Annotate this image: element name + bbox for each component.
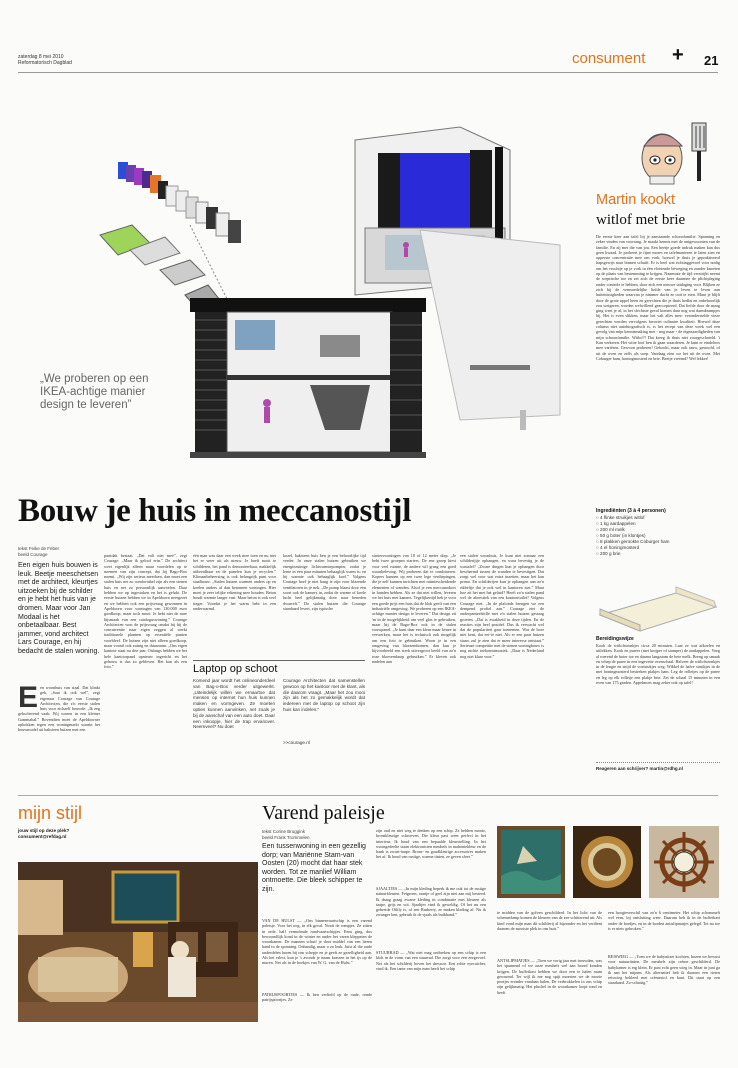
pull-quote: „We proberen op een IKEA-achtige manier design te leveren” [40,373,149,411]
mijn-stijl-title: mijn stijl [18,803,83,823]
plus-icon: + [672,44,684,66]
ingredient-item: ○ 4 el honingmosterd [596,545,640,550]
varend-col-3b: ANTSLIPMATJES — „Toen we vorig jaar met trouwden, was het spannend of we onze meubels wel aan boord konden krijgen. De buffetkast hebben we door een te halen raam gewurmd. Ter wijl ik me nog spijt moesten we de mooie pootjes eronder vandaan halen. De verbrokkelen in ons schip zijn gelijkmatig. Het pluchel in de woonkamer loopt rond en heeft [497,958,602,995]
varend-col-4: een hoogteverschil van zo'n 6 centimeter. Het schip schommelt wel eens, bij ontsluiting weer. Daarom heb ik in de buffetkast onder de bordjes, en in de borden antislipmatjes gelegd. Tot nu toe is er niets gebroken.” [608,910,720,931]
page-number: 21 [704,53,719,68]
martin-title: Martin kookt [596,192,675,208]
varend-col-1: VAN DE HULST — „Ons binnenvaartschip is een varend paleisje. Voor het oog, in elk geval. Nooit de rompjes. Ze zitten in orde, half vermolmde rondvaartschipjes. Eens ging, dus bewoondlijk kond in de winter en onder het varen kleppeten de woonkamer. De mannen schuif je door middel van een lieren hand in de sponning. Onhandig, maar o zo leuk. Juist al die oude onderdelen horen bij ons schepje en je geeft ze gezelligheid aan. Als het erlest, kun je 's avonds je naam krassen in het ijs op de muren. Net als in de boekjes van W. G. van de Hulst.” [262,918,372,966]
sidebar-right-text: Courage Architecten dat samenstellen gewoon op het kantoor met de klant, als die daarom vraagt. „Maar het zou mooi zijn als het zo gemakkelijk wordt dat iedereen met de laptop op schoot zijn huis kan indelen.” [283,678,365,712]
sidebar-link[interactable]: >>courage.nl [283,740,310,745]
main-col-1 [18,685,100,780]
varend-col-2b: SJAALTJES — „In mijn kleding beperk ik me ook tot de rustige natuurkleuren. Felgroen, oranje of geel zijn niet aan mij besteed. Ik draag graag zwarte kleding in combinatie met kleuren als taupe, grijs en wit. Sjaaltjes vind ik geweldig. Of het nu een gebreide Oilily is, of een Burberry, ze maken kleding af. Nu ik zwanger ben, gebruik ik de sjaals als buikband.” [376,886,486,918]
sea-painting-photo [497,826,565,898]
varend-col-4b: REISWIEG — „Toen we de babyuitzet kochten, kozen we bewust voor natuurtinten. De meubels zijn crème geschilderd. De babykamer is erg klein. Er past echt geen wieg in. Maar in juni ga ik aan het mijnen. Als alternatief heb ik daarom een rieten reiswieg bekleed met crèmestof en kant. Dit staat op een standaard. Zo-schattig.” [608,954,720,986]
mijn-stijl-contact [18,828,69,840]
prep-text: Kook de witlofstronkjes circa 20 minuten. Laat ze wat afkoelen en uitlekken. Kook en pureer (met knijper of stamper) de aardappelen. Voeg al roerend de boter toe en daarna langzaam de hete melk. Breng op smaak en schep de puree in een ingevette ovenschaal. Halveer de witlofstronkjes in de lengte en snijd de voetstukjes weg. Wikkel de halve struikjes in de met honingmosterd bestreken plakjes ham. Leg de rolletjes op de puree en leg op elk rolletje een plakje brie. Zet de schaal 15 minuten in een oven van 175 graden. Appelmoes mag zeker ook op tafel! [596,643,720,686]
varend-byline-photo: beeld Frank Trommelen [262,834,310,840]
varend-headline: Varend paleisje [262,802,385,824]
varend-col-2c: STUURRAD — „Wat niet mag ontbreken op een schip is een klok in de vorm van een stuurrad. Die zorgt voor een zeegevoel. Net als het schilderij boven het dressoir. Een echte eyecatcher, vind ik. Een tante van mijn man heeft het schip [376,950,486,971]
martin-dish: witlof met brie [596,212,686,228]
varend-col-3: te midden van de golven geschilderd. In het licht van de schemerlamp komen de kleuren van de zee schitterend uit. Als kind vond mijn man dit schilderij al bijzonder en het verdient daarom de mooiste plek in ons huis.” [497,910,602,931]
issue-date: zaterdag 8 mei 2010 [18,54,64,60]
ship-wheel-clock-photo [649,826,719,898]
varend-intro: Een tussenwoning in een gezellig dorp; van Mariënne Stam-van Oosten (20) mocht dat haar stek worden. Tot ze manlief William ontmoette. Die bleek schipper te zijn. [262,843,366,893]
interior-photo [18,862,258,1022]
sidebar-title: Laptop op schoot [193,663,278,675]
ingredient-item: ○ 4 flinke struikjes witlof [596,515,645,520]
byline-text: tekst Feike de Feber [18,546,60,551]
ingredient-item: ○ 200 g brie [596,551,621,556]
ingredients-block [596,508,720,557]
house-illustration [40,85,565,485]
varend-byline [262,829,310,840]
ingredient-item: ○ 200 ml melk [596,527,625,532]
ingredient-item: ○ 8 plakken gerookte Coburger ham [596,539,670,544]
main-byline [18,546,59,557]
spatula-icon [692,123,706,181]
main-col-6: een stalen woonhuis. Je kunt niet zomaar een schilderijtje ophangen, en waar bevestig je de wastafel? „Zware dingen kun je ophangen door beschermd tussen de wanden te bevestigen. Dat zorgt wel voor wat extra inzetten, maar het kan prima. En schilderijen kun je ophangen aan zo'n rikbeltje dat je ook wel in kantoren ziet.” Maar hoe zit het met het geluid? Heeft zo'n stalen pand wel de akoestiek van een kantoortoilet? Volgens Courage niet. „In de plafonds brengen we een dempend profiel aan.” Courage ziet de onderpanteelstille met z'n stalen huizen gestaag groeien. „Dat is zwakheid in deze tijden. En de reacties zijn heel positief. Dus ik verwacht wel dat de populariteit gaar toenemen. Wat de boer niet kent, dat eet-ie niet. Als er een paar huizen staan, zul je zien dat er meer interesse ontstaat.” Serieuze competitie met de stenen woningbouw is nog nichte toekomstmuziek. „Daar is Nederland nog niet klaar voor.” [460,553,544,659]
chef-illustration [620,118,720,190]
martin-footer: Reageren aan schrijver? martin@rdhg.nl [596,766,683,771]
section-title: consument [572,50,646,67]
main-col-1-text: en woonhuis van staal. Dat klinkt gek. „Saai ik ook wel”, zegt eigenaar Courage van Courage Architecten, die z'n eerste stalen huis voor zichzelf bouwde. „Ik zeg gekscherend vaak: Wij wonen in een kleiner Gammahal.” Bovendien moet de Apeldoorner ophokken tegen een woningmarkt waarin het bouwmodel uit baksteen buizen met een [18,685,100,733]
bottom-section-rule [18,795,718,796]
prep-title: Bereidingswijze [596,636,634,642]
main-col-5: starterswoningen van 10 of 12 meter diep. „Je hebt twee groepen starters. De ene groep kiest voor veel ruimte, de andere wil graag een goed woonbeleving. Wij proberen dat te combineren. Kopers kunnen op een twee lege verdiepingen, die je zelf kunnen inrichten met ruimtescheidende elementen of wanden. Alsof je een meccanodoos in handen hebben. Als ze dat niet willen, leveren we het huis met kamers. Tegelijkertijd heb je voor een goede prijs een huis dat de klok geeft van een industriële omgeving. We proberen op een IKEA-achtige manier design te leveren.” Dat design zit 'm in de mogelijkheid om veel glas te gebruiken, maar bij de Bago-Box ook in de stalen vouwpanel. „Je kunt daar een kleur maar keuze in verwerken, maar het is technisch ook mogelijk om een foto te gebruiken. Woon je in een omgeving van bloesembomen, dan kun je bijvoorbeeld een sterk uitvergroot beeld van zo'n roze bloesemknop gebruiken.” Er kleven ook nadelen aan [372,553,456,664]
martin-body: De eerste keer aan tafel bij je aanstaande schoonfamilie. Spanning en zeker vinden van voorrang. Je maakt kennis met de ontgewoonten van de familie. En zij met die van jou. Een beetje goede indruk maken kan dus geen kwaad. Je probeert je fijne mores en tafelmanieren te laten zien en opperste concentratie mee om vork, hoewel je thuis je gepraktiseerd hapsgewijs naar binnen schuift. Er is heel wat richtinggevoel voor nodig om het vruchtje op je vork in één vloeiende beweging en zonder knoeien op de plaats van bestemming te krijgen. Naarmate de tijd verstrijkt neemt de sceptische toe en zet zich de eerste keer daarmee de plichtpleging onder controle te hebben, door zich een nieuwe uitdaging voor. Blijken ze zich bij de vermoedelijke liefde van je leven te leven aan buitenissigheden waarvan je nimmer dacht ze ooit te eten. Maar je blijft door de grote appel heen en gerechten die je thuis bedlat en onbehoorlijk zou weigeren, worden welwillend geaccepteerd. Dat liefde door de maag ging weet je al, in het slechtste geval komen daar nog wat darmkrampjes bij. Het is even slikken, maar het valt alles mee: veronderstelde vieze gerechten worden vervolgens favoriet culinaire kwaliteit. Hoewel deze column niet autobiografisch is, is het recept van deze week wel een gevolg van mijn kennismaking met - nog maar - de eigenaardigheden van mijn schoonfamilie. Witlof?! Dat kreeg ik thuis niet voorgeschoteld. 't Kan verkeren. Het witte loof ben ik gaan waarderen. Je kunt er eindeloos mee variëren. Gewoon proberen! Gekookt, maar ook rauw, gestoofd, of uit de oven en zelfs als soep. Vandaag eten we het uit de oven. Met Coburger ham, honingmosterd en brie. Beetje vreemd? Wel lekker! [596,234,720,361]
mijn-stijl-line1: jouw stijl op deze plek? [18,828,70,833]
varend-col-1b: PATRIJSPOORTJES — Ik ben verliefd op de oude, ronde patrijspoortjes. Ze [262,992,372,1003]
porthole-photo [573,826,641,898]
brie-photo [596,585,720,633]
paper-name: Reformatorisch Dagblad [18,60,72,66]
dropcap: E [18,685,39,714]
ingredient-item: ○ 50 g boter (in klontjes) [596,533,646,538]
issue-date-block [18,54,72,66]
ingredients-title: Ingrediënten (3 à 4 personen) [596,508,666,514]
main-col-2: puntdak bestaat. „Dat valt niet mee”, zegt Courage. „Maar ik geloof erin.” De architect weet eigenlijk alleen maar voordelen op te noemen van zijn concept, dat hij Bago-Box noemt. „Wij zijn serieus meedoen, dan moet een stalen huis net zo comfortabel zijn als een stenen huis en net zo persoonlijk aanvoelen. Daar hebben we op ingestoken en het is gelukt. De eerste huizen hebben we in Apeldoorn neergezet en we hebben ook een prijsvraag gewonnen in Apeldoorn voor woningen van 130.000 euro goedkoop, maar toch mooi. Je hebt niet de nare bijsmaak van een cataloguswoning.” Courage Architecten won de prijsvraag omdat hij bij de concurrentie naar eigen zeggen al werkt traditionele plannen op essentiële punten voorbleef. De huizen zijn niet alleen goedkoop, maar vooral ook zuinig en duurzaam. „Ons eigen kantoor staat nu drie jaar. Onlangs hebben we het hele kantoorpand opnieuw ingericht en het gebouw is dus zo gebleven. Het kan als een foto.” [104,553,187,670]
mijn-stijl-email: consument@refdag.nl [18,834,67,839]
main-intro: Een eigen huis bouwen is leuk. Beetje meeschetsen met de architect, kleurtjes uitzoeken bij de schilder en je hebt het huis van je dromen. Maar voor Jan Modaal is het onbetaalbaar. Best jammer, vond architect Lars Courage, en hij bedacht de stalen woning. [18,562,100,655]
byline-photo: beeld Courage [18,551,48,557]
varend-photos [497,826,722,906]
chef-face-icon [642,134,682,184]
sidebar-left-text: Komend jaar wordt het onlineonderdeel van Bag-o-Box verder uitgewerkt. „Uiteindelijk willen we ernaartoe dat mensen op internet hun huis kunnen maken en vormgeven. Ze moeten opties kunnen aanvinken, net zoals je bij de aanschaf van een auto doet. Daar een inkoopje, hier de trap ervanover. Neemveel? Nu doet [193,678,275,730]
main-headline: Bouw je huis in meccanostijl [18,493,412,529]
main-col-3: één man was daar een week mee toen en nu niet het er weer uit als nieuw. Je hoeft nooit te schilderen, het pand is demonteerbaar, makkelijk uitbreidbaar en de panelen kun je recyclen.” Klimaatbeheersing is ook belangrijk punt voor staalbouw. „Stalen huizen warmen anders op en koelen anders af dan betonnen woningen. Hier moet je zeer telijke rekening mee houden. Beton houdt warmte langer vast. Maar beton is ook veel trager. Voordat je het warm hebt in een onderwarmd. [193,553,276,611]
main-col-4: kozel, baksteen huis ben je een behoorlijke tijd verder. In onze stalen huizen gebruiken we energiezuinige lichtwarmtepompen, zodat je lente in een paar minuten behaaglijk warm is; en bij warmte ook behaaglijk koel.” Volgens Courage hoef je niet bang te zijn voor blazende ventilatoren in je nek. „De pomp blaast door een soort ook de kamers in, zodat de warme of koele lucht heel gelijkmatig door naar beneden dwarrelt.” De stalen huizen die Courage standaard levert, zijn typische [283,553,366,611]
sidebar-rule-top [193,660,365,661]
ingredients-list [596,515,720,557]
varend-col-2: zijn oud en niet weg te denken op een schip. Ze hebben mooie, bronskleurige schroeven. Die kleur past weer perfect in het interieur. Ik houd van een bepaalde kleurstelling. In het woongedeelte staan elektronicten meubels in mahoniekleur en de bank is zwart-taupe. Brons- en goudkleurige accessoires maken het af. Ik houd van rustige, warme tinten, ze geven sfeer.” [376,828,486,860]
martin-footer-rule [596,762,720,763]
header-rule [18,72,718,73]
ingredient-item: ○ 1 kg aardappelen [596,521,636,526]
varend-byline-text: tekst Corine Bruggink [262,829,306,834]
